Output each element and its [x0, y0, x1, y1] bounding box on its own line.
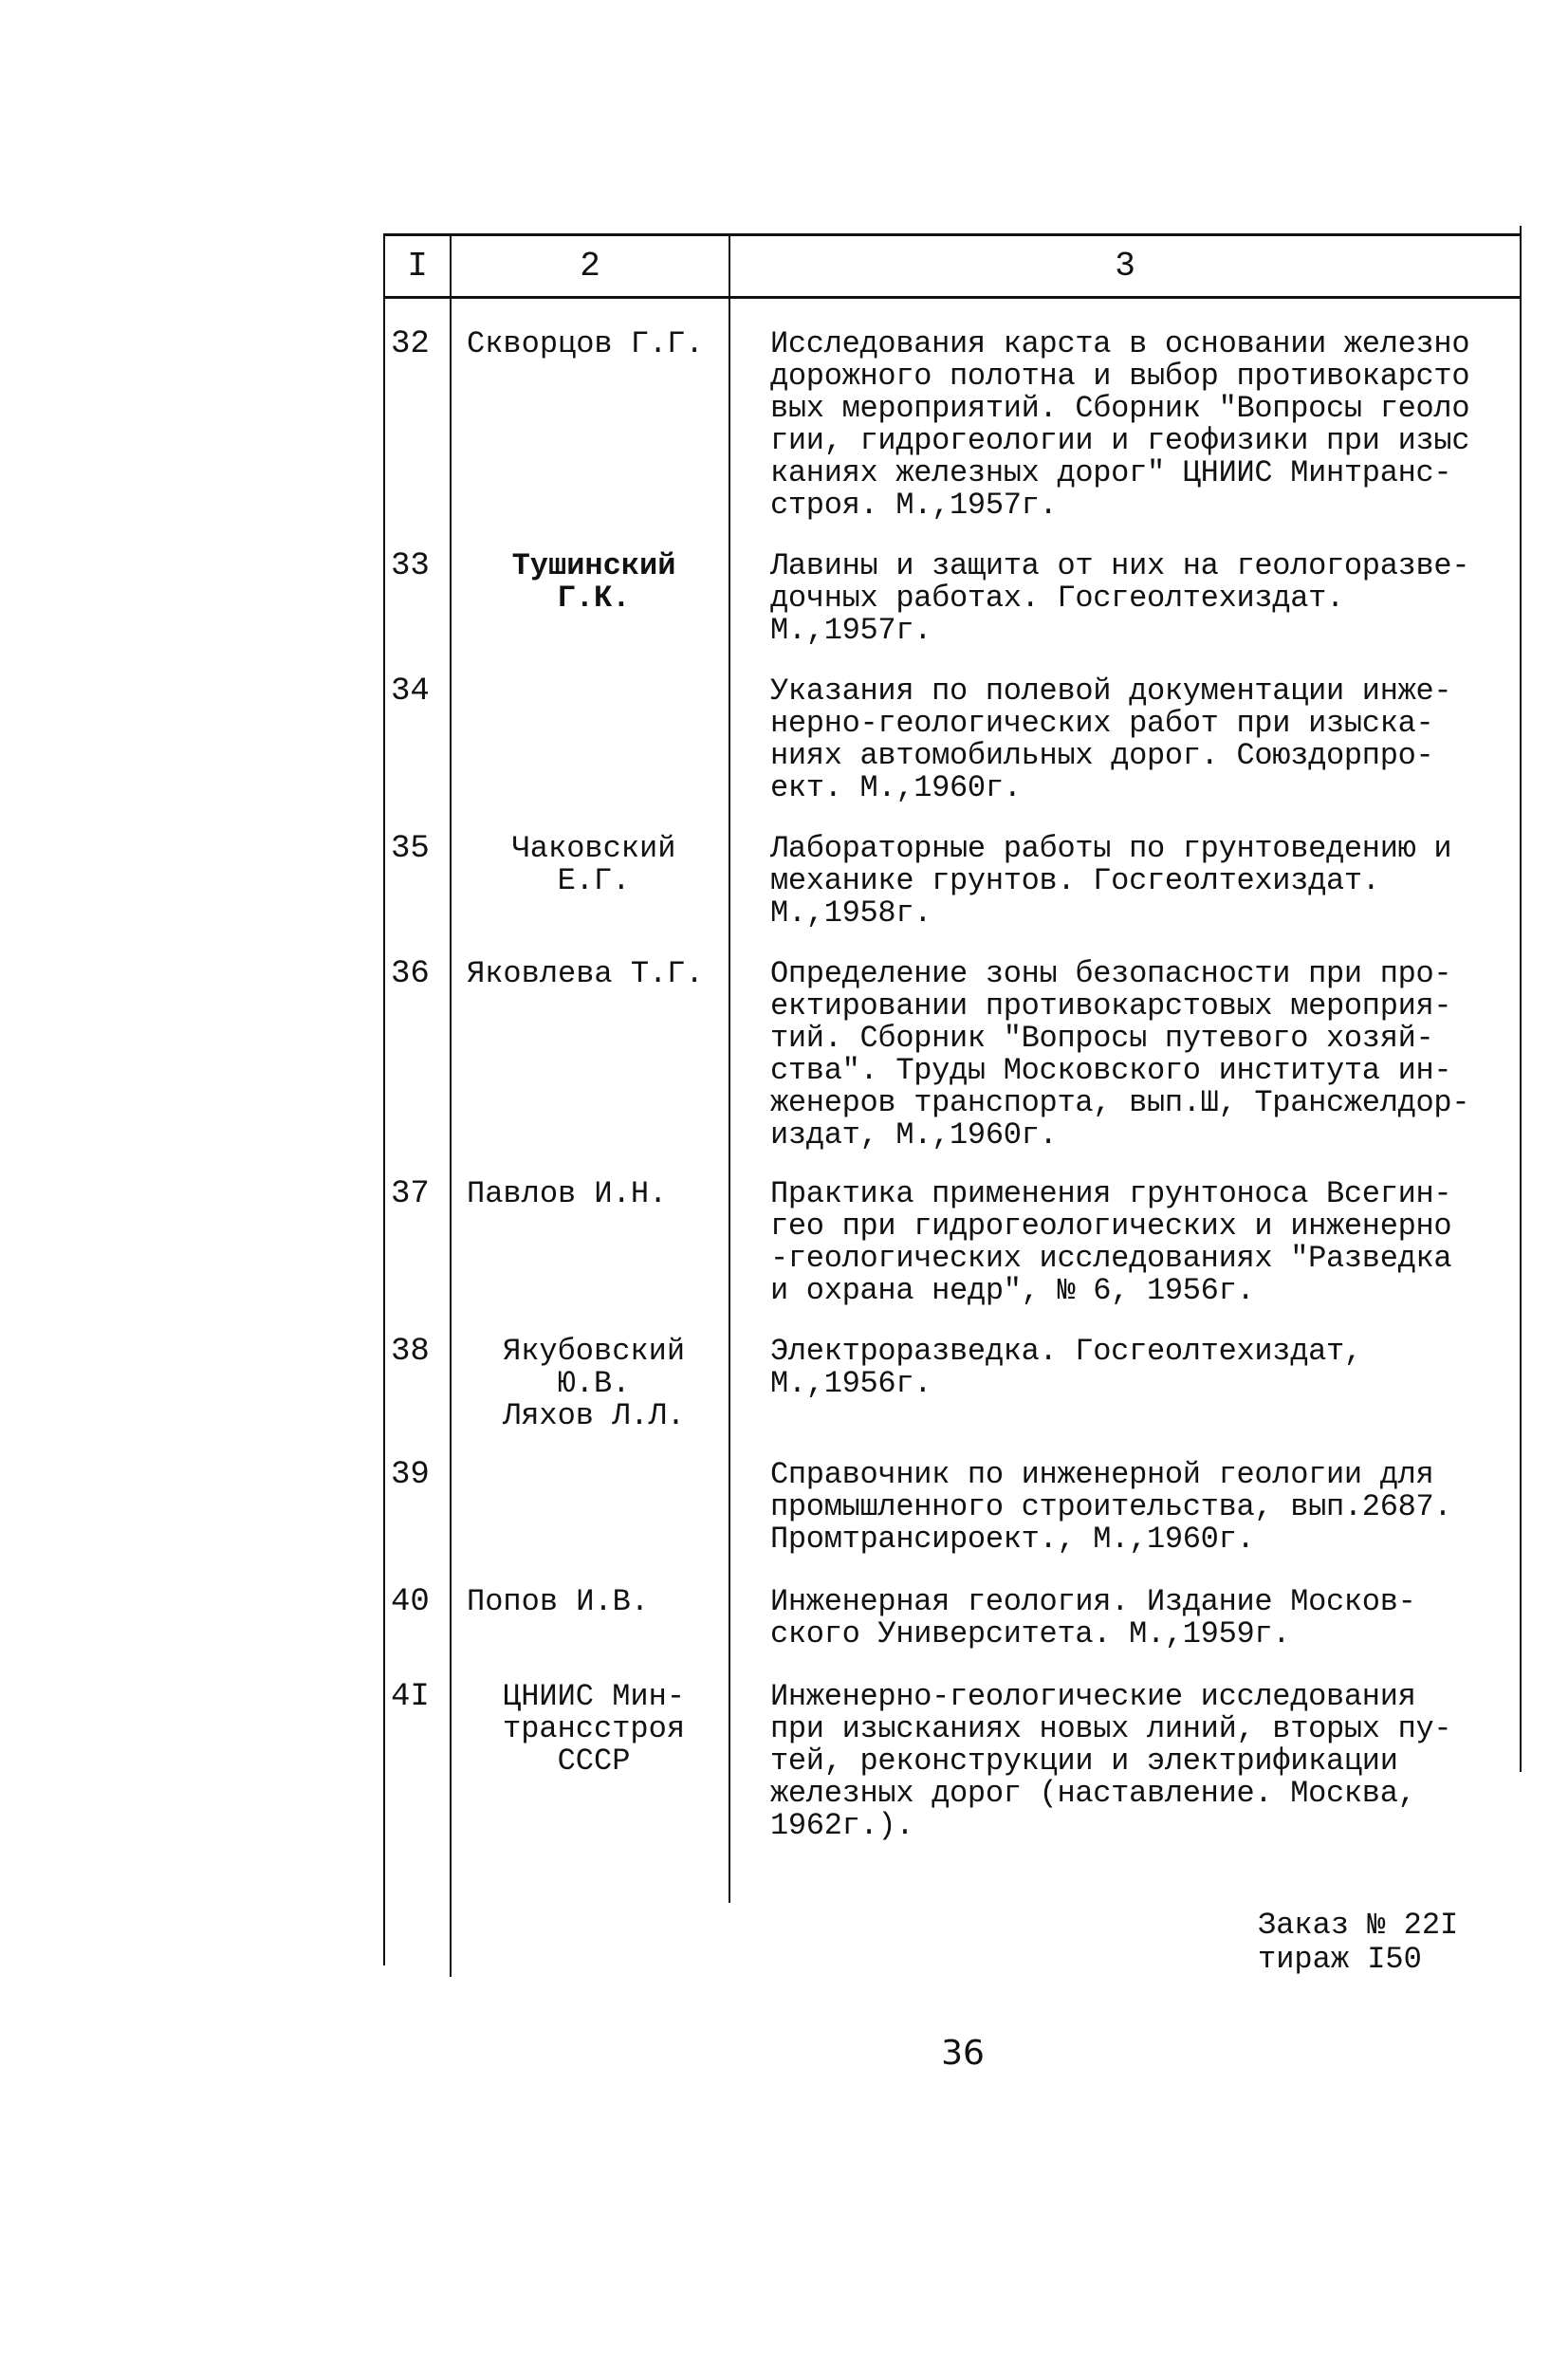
row-author: Тушинский Г.К. [511, 548, 676, 616]
row-title: Лавины и защита от них на геологоразве- дочных работах. Госгеолтехиздат. М.,1957г. [770, 548, 1470, 648]
row-title: Инженерно-геологические исследования при изысканиях новых линий, вторых пу- тей, реконструкции и электрификации железных дорог (наставление. Москва, 1962г.). [770, 1679, 1452, 1843]
row-number: 37 [391, 1176, 430, 1212]
row-author: Яковлева Т.Г. [467, 956, 704, 991]
row-title: Указания по полевой документации инже- нерно-геологических работ при изыска- ниях автомобильных дорог. Союздорпро- ект. М.,1960г. [770, 673, 1452, 805]
row-author: ЦНИИС Мин- трансстроя СССР [502, 1679, 686, 1779]
row-title: Инженерная геология. Издание Москов- ского Университета. М.,1959г. [770, 1584, 1416, 1651]
table-right-rule [1520, 226, 1522, 1772]
table-left-rule [383, 233, 385, 1965]
row-number: 40 [391, 1584, 430, 1620]
row-title: Практика применения грунтоноса Всегин- гео при гидрогеологических и инженерно -геологических исследованиях "Разведка и охрана недр", № 6, 1956г. [770, 1176, 1452, 1308]
row-number: 36 [391, 956, 430, 992]
header-column-1: I [407, 247, 428, 286]
row-author: Скворцов Г.Г. [467, 326, 704, 361]
row-number: 32 [391, 326, 430, 362]
row-author: Чаковский Е.Г. [511, 831, 676, 898]
row-title: Определение зоны безопасности при про- ектировании противокарстовых мероприя- тий. Сборник "Вопросы путевого хозяй- ства". Труды Московского института ин- женеров транспорта, вып.Ш, Трансжелдор- издат, М.,1960г. [770, 956, 1470, 1153]
table-header-rule [383, 296, 1522, 299]
column-1-rule [450, 233, 452, 1977]
page-number: 36 [941, 2034, 985, 2073]
row-title: Электроразведка. Госгеолтехиздат, М.,1956г. [770, 1334, 1362, 1401]
row-author: Попов И.В. [467, 1584, 650, 1619]
column-2-rule [729, 233, 730, 1903]
header-column-2: 2 [580, 247, 600, 286]
row-title: Справочник по инженерной геологии для промышленного строительства, вып.2687. Промтрансироект., М.,1960г. [770, 1457, 1452, 1557]
row-number: 38 [391, 1334, 430, 1370]
bibliography-table [383, 233, 1522, 1977]
row-title: Исследования карста в основании железно дорожного полотна и выбор противокарсто вых мероприятий. Сборник "Вопросы геоло гии, гидрогеологии и геофизики при изыс каниях железных дорог" ЦНИИС Минтранс- строя. М.,1957г. [770, 326, 1470, 523]
row-title: Лабораторные работы по грунтоведению и механике грунтов. Госгеолтехиздат. М.,1958г. [770, 831, 1452, 931]
row-number: 34 [391, 673, 430, 710]
table-top-rule [383, 233, 1522, 236]
row-number: 33 [391, 548, 430, 584]
print-order-note: Заказ № 22I тираж I50 [1258, 1908, 1459, 1977]
row-number: 35 [391, 831, 430, 867]
row-author: Якубовский Ю.В. Ляхов Л.Л. [502, 1334, 686, 1433]
row-number: 39 [391, 1457, 430, 1493]
row-author: Павлов И.Н. [467, 1176, 668, 1211]
header-column-3: 3 [1115, 247, 1135, 286]
row-number: 4I [391, 1679, 430, 1715]
